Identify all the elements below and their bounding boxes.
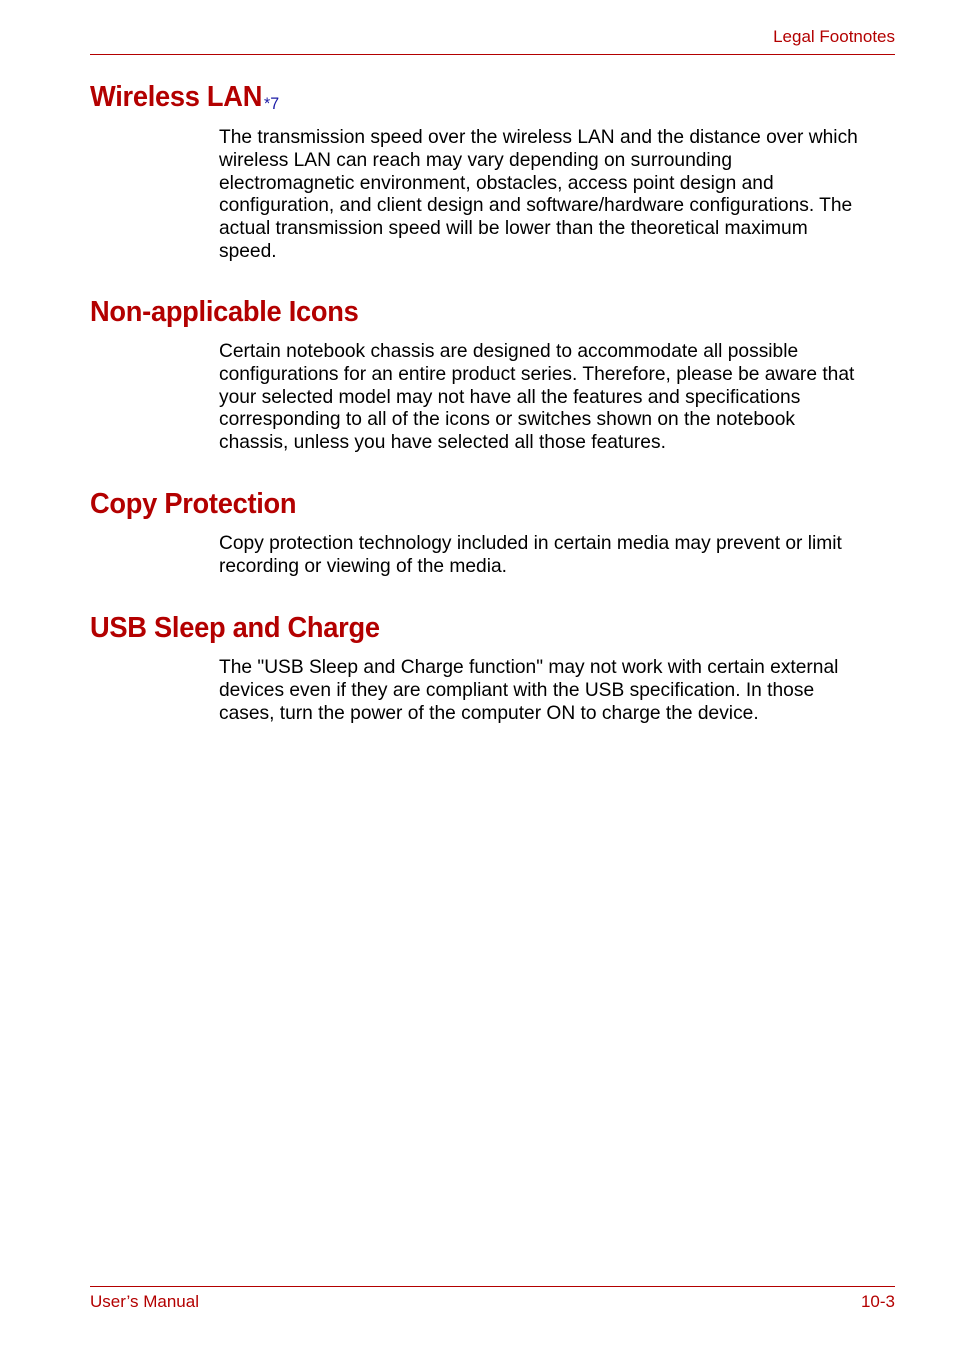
section-heading-text: Non-applicable Icons [90,296,359,328]
body-line: actual transmission speed will be lower than the theoretical maximum [219,218,808,240]
body-line: cases, turn the power of the computer ON to charge the device. [219,702,759,724]
body-line: The transmission speed over the wireless LAN and the distance over which [219,127,858,148]
section-heading-usb-sleep-and-charge [90,612,380,645]
running-header-title: Legal Footnotes [773,27,895,46]
section-heading-non-applicable-icons [90,296,359,329]
header-divider [90,54,895,55]
body-line: Certain notebook chassis are designed to accommodate all possible [219,341,799,362]
footer-divider [90,1286,895,1287]
body-line: corresponding to all of the icons or switches shown on the notebook [219,409,795,431]
body-line: speed. [219,240,277,262]
section-body-non-applicable-icons [219,341,899,455]
body-line: configuration, and client design and software/hardware configurations. The [219,195,853,217]
section-heading-text: Copy Protection [90,488,297,520]
body-line: wireless LAN can reach may vary depending on surrounding [219,149,733,171]
footer-manual-title: User’s Manual [90,1292,199,1311]
body-line: recording or viewing of the media. [219,555,507,577]
footnote-link[interactable]: *7 [263,94,280,113]
section-body-wireless-lan [219,127,899,264]
section-body-copy-protection [219,533,899,579]
section-heading-text: Wireless LAN [90,81,263,113]
body-line: your selected model may not have all the features and specifications [219,386,801,408]
body-line: electromagnetic environment, obstacles, access point design and [219,172,774,194]
body-line: Copy protection technology included in certain media may prevent or limit [219,533,842,554]
section-heading-text: USB Sleep and Charge [90,612,380,644]
section-heading-copy-protection [90,488,296,521]
body-line: The "USB Sleep and Charge function" may not work with certain external [219,657,839,678]
body-line: configurations for an entire product series. Therefore, please be aware that [219,363,855,385]
body-line: devices even if they are compliant with the USB specification. In those [219,679,815,701]
page-number: 10-3 [860,1292,895,1311]
body-line: chassis, unless you have selected all those features. [219,432,666,454]
section-body-usb-sleep-and-charge [219,657,899,725]
section-heading-wireless-lan [90,81,279,114]
